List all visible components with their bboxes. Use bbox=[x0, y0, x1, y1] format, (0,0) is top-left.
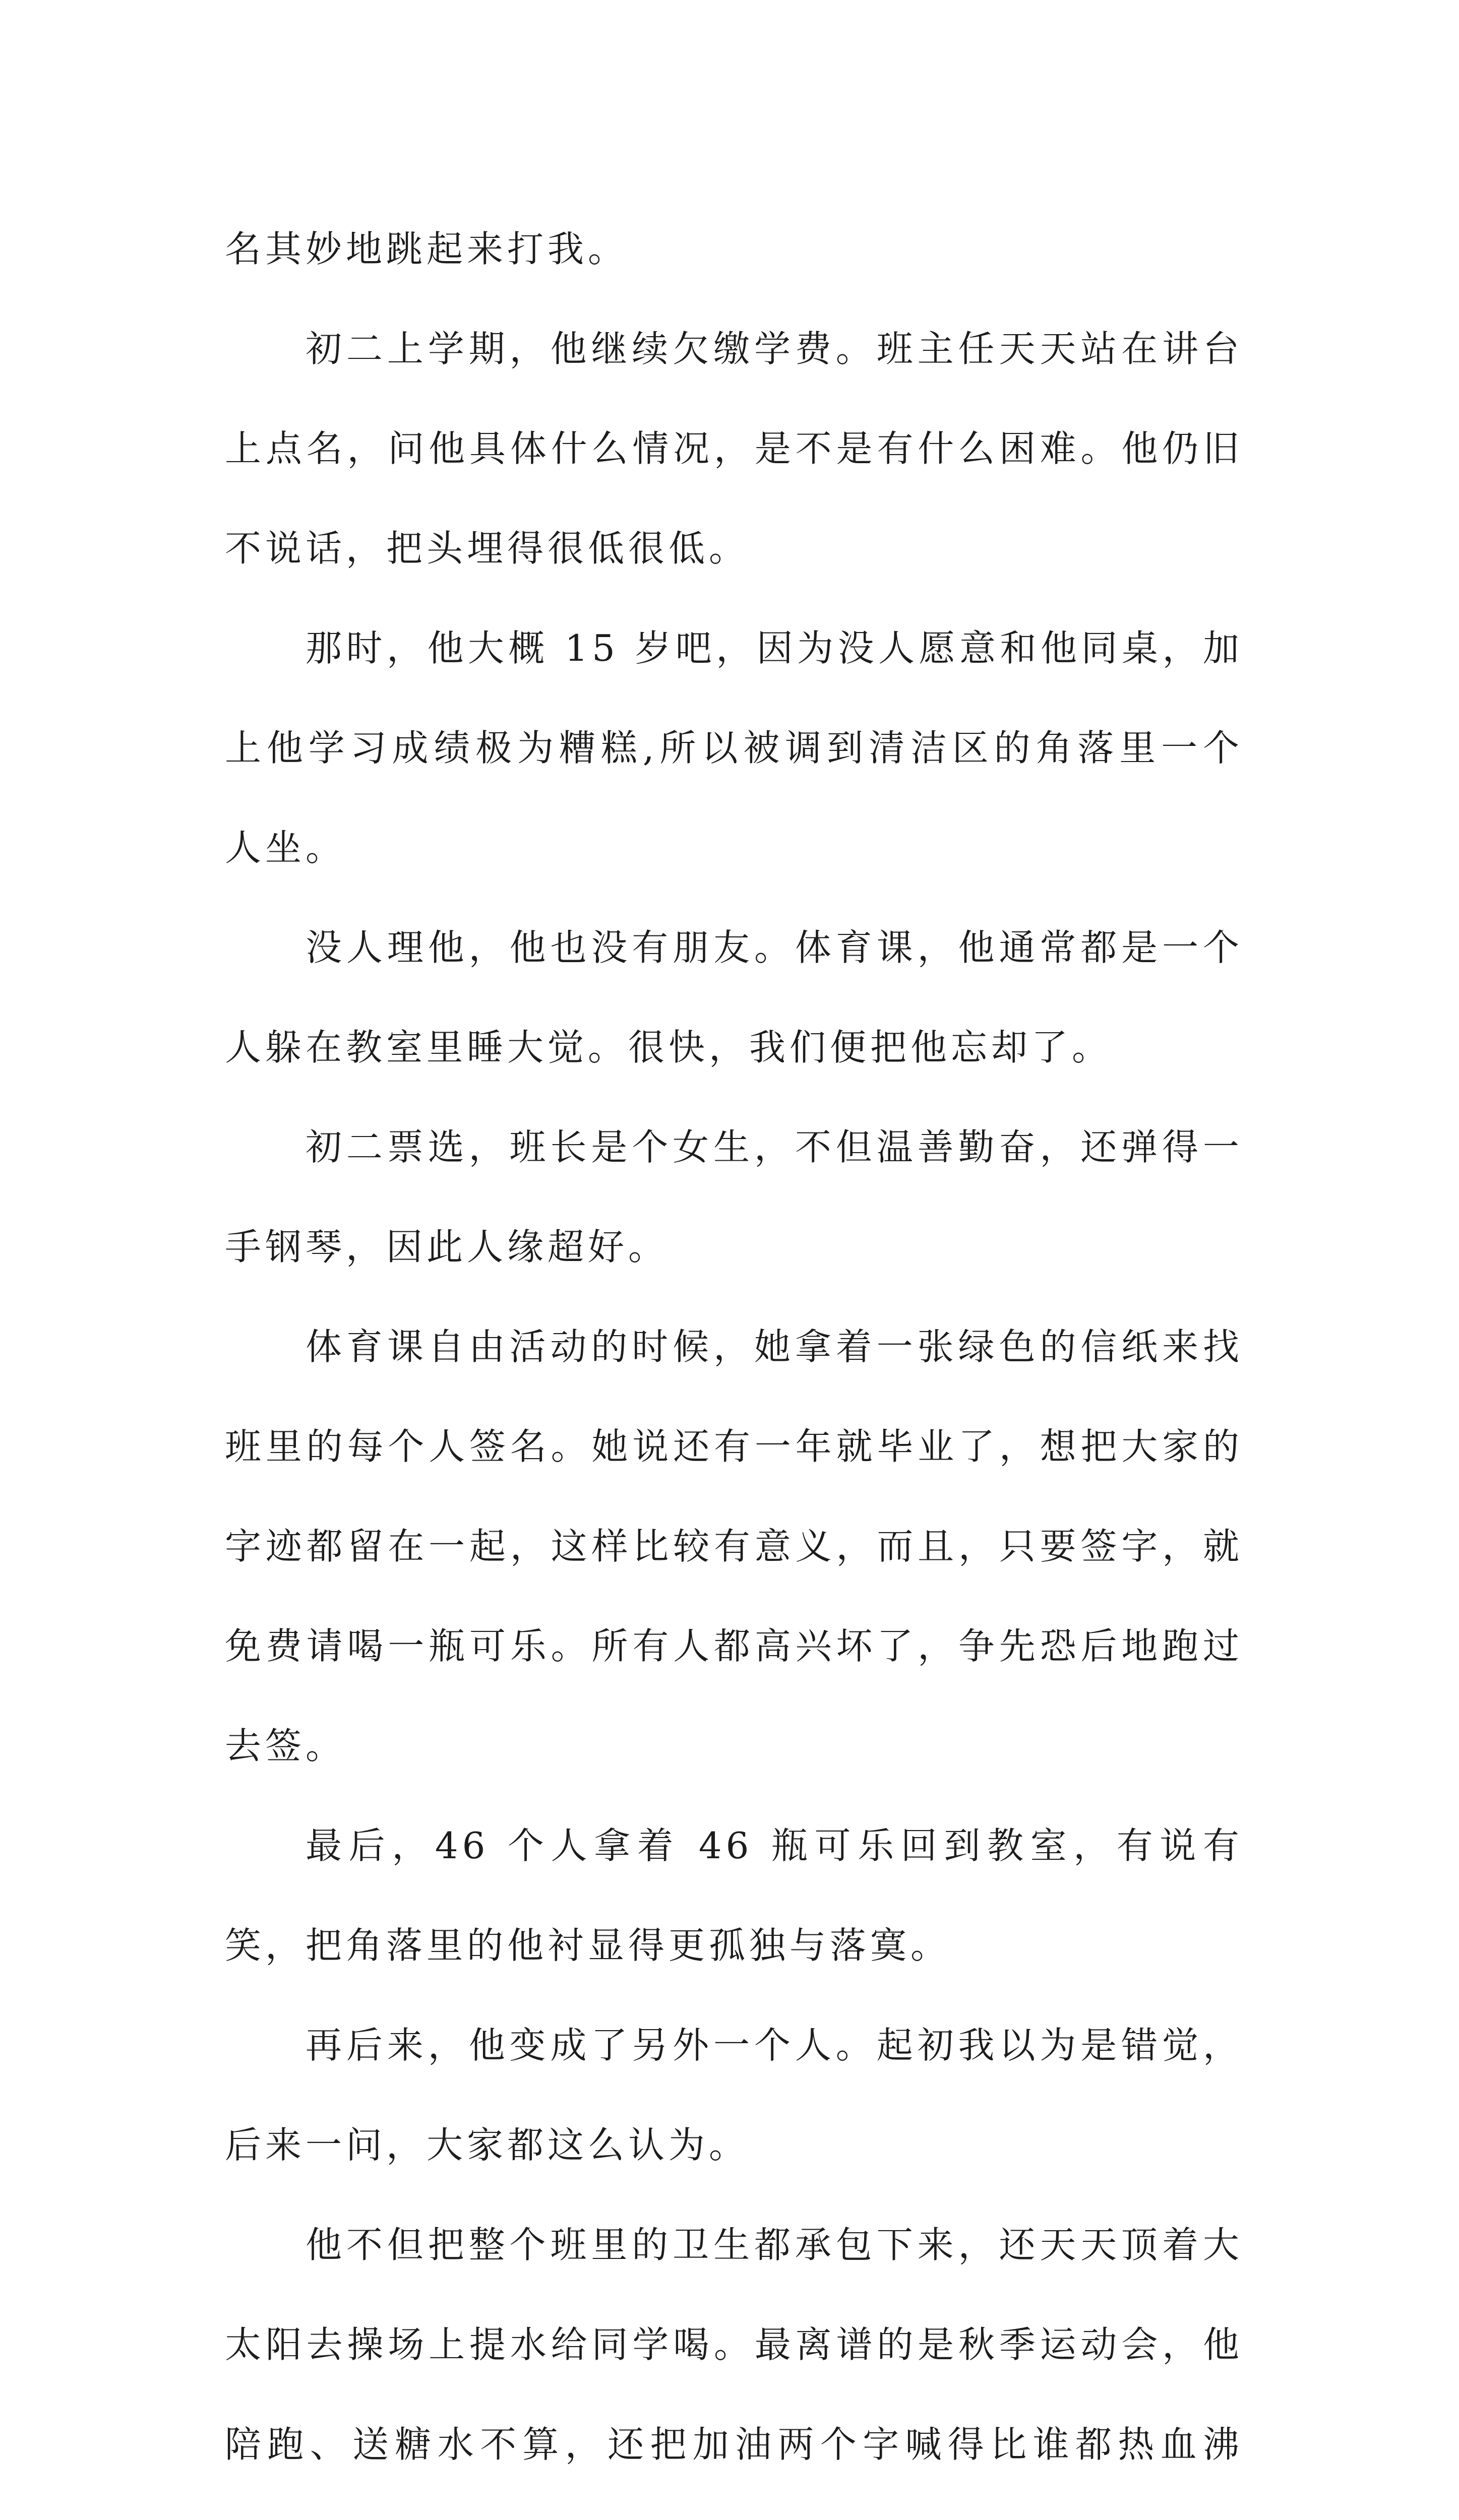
paragraph: 没人理他，他也没有朋友。体育课，他通常都是一个人躲在教室里睡大觉。很快，我们便把他忘却了。 bbox=[225, 926, 1243, 1068]
paragraph: 他不但把整个班里的卫生都承包下来，还天天顶着大太阳去操场上提水给同学喝。最离谱的是秋季运动会，他陪跑、送糖水不算，还把加油两个字喊得比谁都热血沸 bbox=[225, 2224, 1243, 2466]
body-text bbox=[225, 199, 1243, 2520]
paragraph: 最后，46 个人拿着 46 瓶可乐回到教室，有说有笑，把角落里的他衬显得更孤独与落寞。 bbox=[225, 1824, 1243, 1967]
paragraph-continued: 名其妙地跳起来打我。 bbox=[225, 228, 629, 270]
paragraph: 初二上学期，他继续欠缴学费。班主任天天站在讲台上点名，问他具体什么情况，是不是有什么困难。他仍旧不说话，把头埋得很低很低。 bbox=[225, 328, 1243, 570]
paragraph: 初二票选，班长是个女生，不但温善勤奋，还弹得一手钢琴，因此人缘超好。 bbox=[225, 1126, 1243, 1268]
paragraph: 体育课自由活动的时候，她拿着一张绿色的信纸来找班里的每个人签名。她说还有一年就毕业了，想把大家的字迹都留在一起，这样比较有意义，而且，只要签字，就免费请喝一瓶可乐。所有人都高兴坏了，争先恐后地跑过去签。 bbox=[225, 1326, 1243, 1767]
paragraph: 再后来，他变成了另外一个人。起初我以为是错觉，后来一问，大家都这么认为。 bbox=[225, 2024, 1243, 2166]
paragraph: 那时，他大概 15 岁吧，因为没人愿意和他同桌，加上他学习成绩极为糟糕,所以被调到清洁区的角落里一个人坐。 bbox=[225, 627, 1243, 869]
